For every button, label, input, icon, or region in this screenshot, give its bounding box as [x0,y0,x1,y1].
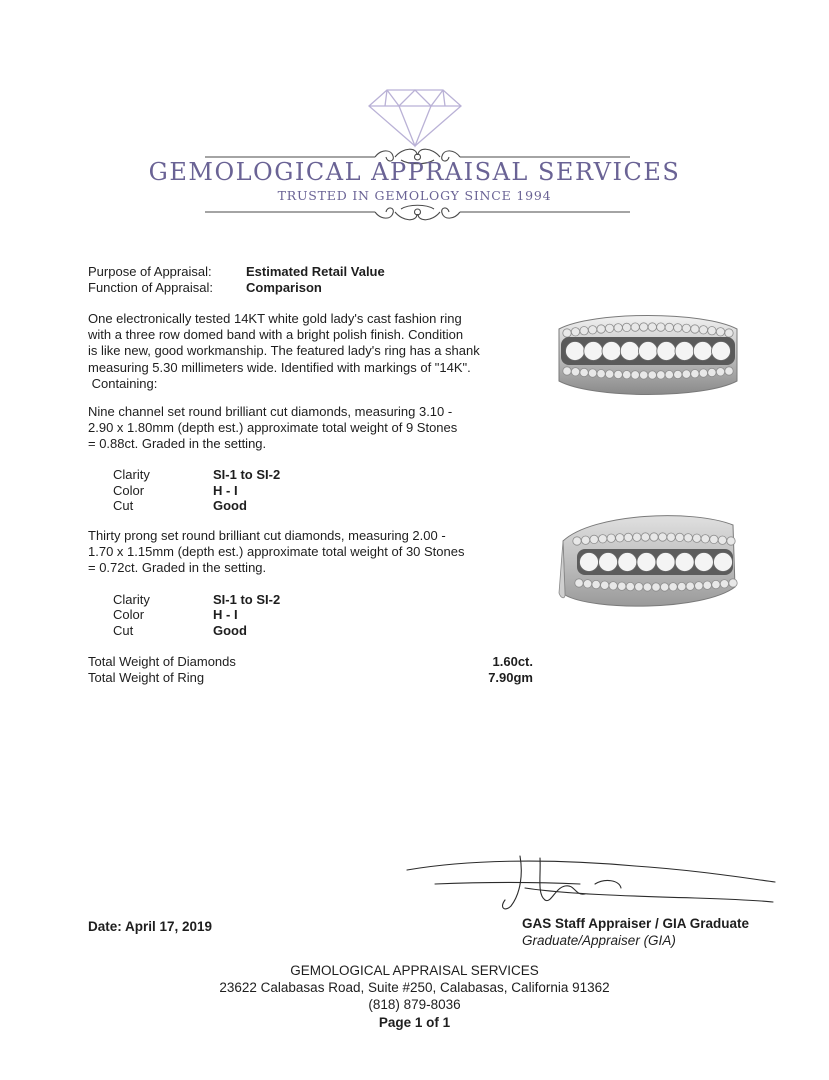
diamond-stone [637,553,656,572]
diamond-stone [624,533,632,541]
diamond-stone [640,371,648,379]
diamond-stone [607,534,615,542]
purpose-label: Purpose of Appraisal: [88,264,212,279]
diamond-stone [693,534,701,542]
purpose-value: Estimated Retail Value [246,264,385,279]
diamond-stone [691,325,699,333]
diamond-stone [686,582,694,590]
diamond-stone [682,370,690,378]
diamond-stone [660,583,668,591]
grade-value: H - I [213,483,238,498]
diamond-stone [725,329,733,337]
diamond-stone [674,324,682,332]
diamond-icon [365,84,465,148]
ring-photo-angle [553,503,743,615]
grade-label: Clarity [113,592,150,607]
diamond-stone [684,534,692,542]
appraiser-signature [395,848,780,918]
company-name: GEMOLOGICAL APPRAISAL SERVICES [148,158,681,186]
diamond-stone [703,581,711,589]
diamond-stone [623,371,631,379]
stone-line: = 0.72ct. Graded in the setting. [88,560,267,576]
diamond-stone [708,327,716,335]
diamond-stone [640,323,648,331]
diamond-stone [729,579,737,587]
stone-line: Thirty prong set round brilliant cut diamonds, measuring 2.00 - [88,528,446,543]
appraisal-date: Date: April 17, 2019 [88,919,213,934]
description-line: One electronically tested 14KT white gold lady's cast fashion ring [88,311,462,326]
diamond-stone [581,536,589,544]
diamond-stone [620,342,639,361]
diamond-stone [657,323,665,331]
grade-value: SI-1 to SI-2 [213,467,281,482]
diamond-stone [623,323,631,331]
diamond-stone [599,553,618,572]
diamond-stone [657,371,665,379]
diamond-stone [573,537,581,545]
total-diamonds-value: 1.60ct. [492,654,533,669]
stone-line: = 0.88ct. Graded in the setting. [88,436,267,452]
diamond-stone [727,537,735,545]
item-description [88,311,480,392]
stone-line: 1.70 x 1.15mm (depth est.) approximate total weight of 30 Stones [88,544,465,560]
diamond-stone [665,323,673,331]
diamond-stone [665,371,673,379]
diamond-stone [609,582,617,590]
diamond-stone [675,553,694,572]
company-tagline: TRUSTED IN GEMOLOGY SINCE 1994 [277,188,552,203]
diamond-stone [658,533,666,541]
diamond-stone [580,368,588,376]
diamond-stone [601,581,609,589]
diamond-stone [699,326,707,334]
stone-line: Nine channel set round brilliant cut diamonds, measuring 3.10 - [88,404,453,419]
appraiser-title: GAS Staff Appraiser / GIA Graduate [522,916,750,931]
diamond-stone [716,368,724,376]
diamond-stone [631,323,639,331]
diamond-stone [602,342,621,361]
grade-label: Color [113,483,145,498]
diamond-stone [648,323,656,331]
diamond-stone [599,535,607,543]
diamond-stone [641,533,649,541]
flourish-divider-bottom [205,202,630,224]
diamond-stone [657,342,676,361]
grade-value: SI-1 to SI-2 [213,592,281,607]
diamond-stone [563,329,571,337]
diamond-stone [605,370,613,378]
diamond-stone [580,327,588,335]
diamond-stone [583,580,591,588]
grade-value: Good [213,498,247,513]
diamond-stone [712,580,720,588]
ring-photo-front [553,303,743,401]
diamond-stone [716,328,724,336]
diamond-stone [674,370,682,378]
diamond-stone [626,582,634,590]
diamond-stone [571,368,579,376]
diamond-stone [725,367,733,375]
diamond-stone [618,553,637,572]
grade-label: Cut [113,498,134,513]
description-line: Containing: [88,375,158,391]
diamond-stone [614,370,622,378]
diamond-stone [633,533,641,541]
grade-value: Good [213,623,247,638]
diamond-stone [588,326,596,334]
diamond-stone [588,369,596,377]
grade-label: Clarity [113,467,150,482]
diamond-stone [701,535,709,543]
diamond-stone [682,324,690,332]
diamond-stone [571,328,579,336]
function-label: Function of Appraisal: [88,280,214,295]
footer-company-name: GEMOLOGICAL APPRAISAL SERVICES [290,963,539,978]
diamond-stone [635,583,643,591]
diamond-stone [616,534,624,542]
diamond-stone [669,583,677,591]
diamond-stone [605,324,613,332]
diamond-stone [675,342,694,361]
diamond-stone [718,536,726,544]
diamond-stone [566,342,585,361]
grade-label: Cut [113,623,134,638]
diamond-stone [597,370,605,378]
diamond-stone [563,367,571,375]
diamond-stone [614,324,622,332]
diamond-stone [575,579,583,587]
diamond-stone [678,582,686,590]
diamond-stone [618,582,626,590]
diamond-stone [693,342,712,361]
description-line: with a three row domed band with a bright polish finish. Condition [88,327,464,343]
diamond-stone [656,553,675,572]
diamond-stone [592,580,600,588]
page-number: Page 1 of 1 [378,1015,451,1030]
function-value: Comparison [246,280,322,295]
stone-group-1-description [88,404,457,453]
description-line: measuring 5.30 millimeters wide. Identified with markings of "14K". [88,359,471,375]
diamond-stone [694,553,713,572]
diamond-stone [643,583,651,591]
diamond-stone [714,553,733,572]
diamond-stone [667,533,675,541]
footer-phone: (818) 879-8036 [368,997,461,1012]
diamond-stone [584,342,603,361]
diamond-stone [710,535,718,543]
diamond-stone [691,370,699,378]
stone-line: 2.90 x 1.80mm (depth est.) approximate total weight of 9 Stones [88,420,458,436]
diamond-stone [590,535,598,543]
diamond-stone [720,580,728,588]
total-diamonds-label: Total Weight of Diamonds [88,654,236,669]
diamond-stone [676,533,684,541]
diamond-stone [699,369,707,377]
description-line: is like new, good workmanship. The featured lady's ring has a shank [88,343,480,359]
diamond-stone [639,342,658,361]
diamond-stone [650,533,658,541]
diamond-stone [695,582,703,590]
diamond-stone [648,371,656,379]
diamond-stone [597,325,605,333]
grade-value: H - I [213,607,238,622]
total-ring-label: Total Weight of Ring [88,670,205,685]
footer-address: 23622 Calabasas Road, Suite #250, Calabasas, California 91362 [219,980,610,995]
stone-group-2-description [88,528,465,577]
diamond-stone [712,342,731,361]
diamond-stone [580,553,599,572]
appraiser-subtitle: Graduate/Appraiser (GIA) [522,933,676,948]
diamond-stone [631,371,639,379]
diamond-stone [708,368,716,376]
total-ring-value: 7.90gm [488,670,533,685]
grade-label: Color [113,607,145,622]
diamond-stone [652,583,660,591]
